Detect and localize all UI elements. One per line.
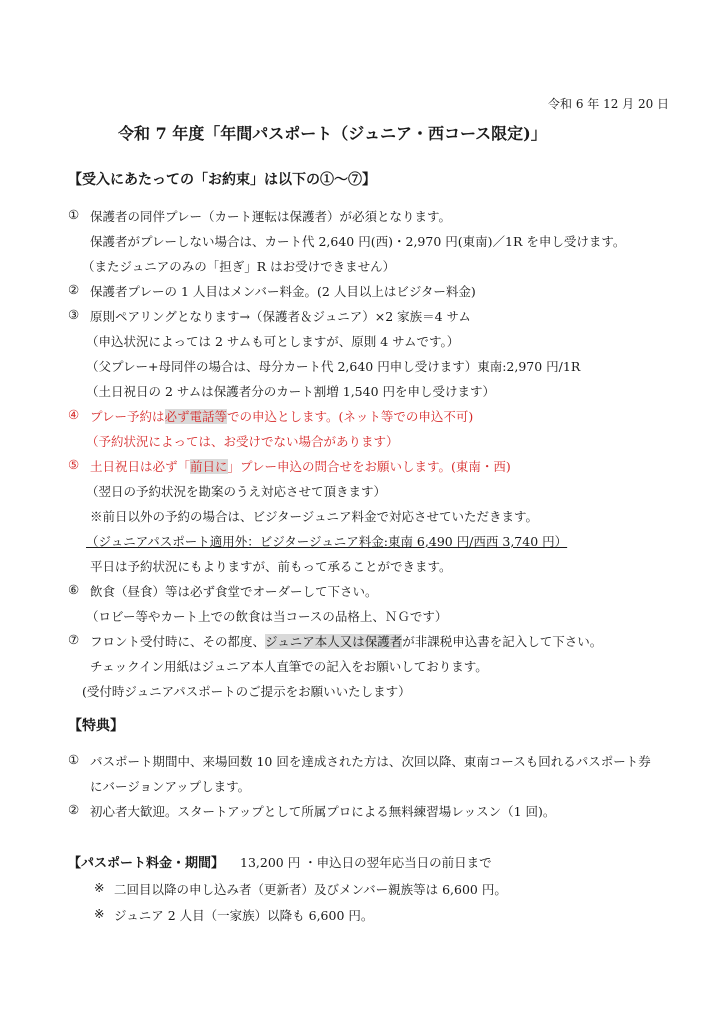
item-text: チェックイン用紙はジュニア本人直筆での記入をお願いしております。 — [90, 659, 488, 674]
item-text: (受付時ジュニアパスポートのご提示をお願いいたします） — [82, 684, 411, 699]
item-number: ⑤ — [68, 457, 80, 472]
item-text: ※前日以外の予約の場合は、ビジタージュニア料金で対応させていただきます。 — [90, 509, 539, 524]
item-text: 初心者大歓迎。スタートアップとして所属プロによる無料練習場レッスン（1 回)。 — [90, 804, 556, 819]
item-number: ③ — [68, 307, 80, 322]
item-text: （申込状況によっては 2 サムも可としますが、原則 4 サムです。） — [86, 334, 460, 349]
item-text: （父プレー+母同伴の場合は、母分カート代 2,640 円申し受けます）東南:2,970 円/1R — [86, 359, 581, 374]
item-text-part: 土日祝日は必ず「 — [90, 459, 191, 474]
item-text: （ロビー等やカート上での飲食は当コースの品格上、ＮＧです） — [86, 609, 448, 624]
item-text — [90, 457, 511, 475]
highlighted-text: 前日に — [190, 459, 228, 474]
item-number: ① — [68, 207, 80, 222]
item-text: 原則ペアリングとなります→（保護者＆ジュニア）×2 家族＝4 サム — [90, 309, 471, 324]
item-text — [90, 407, 473, 425]
item-text: パスポート期間中、来場回数 10 回を達成された方は、次回以降、東南コースも回れるパスポート券 — [90, 754, 651, 769]
item-number: ② — [68, 802, 80, 817]
item-text-part: 」プレー申込の問合せをお願いします。(東南・西) — [227, 459, 511, 474]
price-value: 13,200 円 ・申込日の翌年応当日の前日まで — [240, 855, 492, 870]
benefits-heading: 【特典】 — [68, 718, 124, 734]
item-number: ① — [68, 752, 80, 767]
highlighted-text: ジュニア本人又は保護者 — [265, 634, 403, 649]
item-number: ⑥ — [68, 582, 80, 597]
item-text: 保護者プレーの 1 人目はメンバー料金。(2 人目以上はビジター料金) — [90, 284, 476, 299]
item-text-part: での申込とします。(ネット等での申込不可) — [227, 409, 474, 424]
item-text: （ジュニアパスポート適用外：ビジタージュニア料金:東南 6,490 円/西西 3,740 円） — [86, 534, 568, 549]
note-text: 二回目以降の申し込み者（更新者）及びメンバー親族等は 6,600 円。 — [114, 882, 507, 897]
item-text: 飲食（昼食）等は必ず食堂でオーダーして下さい。 — [90, 584, 378, 599]
item-text: 保護者の同伴プレー（カート運転は保護者）が必須となります。 — [90, 209, 452, 224]
item-number: ④ — [68, 407, 80, 422]
item-text: （土日祝日の 2 サムは保護者分のカート割増 1,540 円を申し受けます） — [86, 384, 496, 399]
item-text: にバージョンアップします。 — [90, 779, 251, 794]
highlighted-text: 必ず電話等 — [164, 409, 228, 424]
document-title: 令和 7 年度「年間パスポート（ジュニア・西コース限定)」 — [118, 124, 547, 143]
item-text-part: フロント受付時に、その都度、 — [90, 634, 266, 649]
item-text: 保護者がプレーしない場合は、カート代 2,640 円(西)・2,970 円(東南)／1R を申し受けます。 — [90, 234, 626, 249]
item-text: 平日は予約状況にもよりますが、前もって承ることができます。 — [90, 559, 452, 574]
item-number: ⑦ — [68, 632, 80, 647]
item-text — [90, 632, 602, 650]
item-text: （またジュニアのみの「担ぎ」R はお受けできません） — [82, 259, 396, 274]
note-mark: ※ — [94, 906, 105, 921]
document-date: 令和 6 年 12 月 20 日 — [548, 97, 670, 111]
item-number: ② — [68, 282, 80, 297]
item-text-part: が非課税申込書を記入して下さい。 — [402, 634, 603, 649]
promise-heading: 【受入にあたっての「お約束」は以下の①～⑦】 — [68, 172, 376, 188]
note-mark: ※ — [94, 880, 105, 895]
note-text: ジュニア 2 人目（一家族）以降も 6,600 円。 — [114, 908, 374, 923]
item-text: （翌日の予約状況を勘案のうえ対応させて頂きます） — [86, 484, 387, 499]
item-text-part: プレー予約は — [90, 409, 165, 424]
item-text: （予約状況によっては、お受けでない場合があります） — [86, 434, 399, 449]
price-heading: 【パスポート料金・期間】 — [68, 856, 225, 871]
